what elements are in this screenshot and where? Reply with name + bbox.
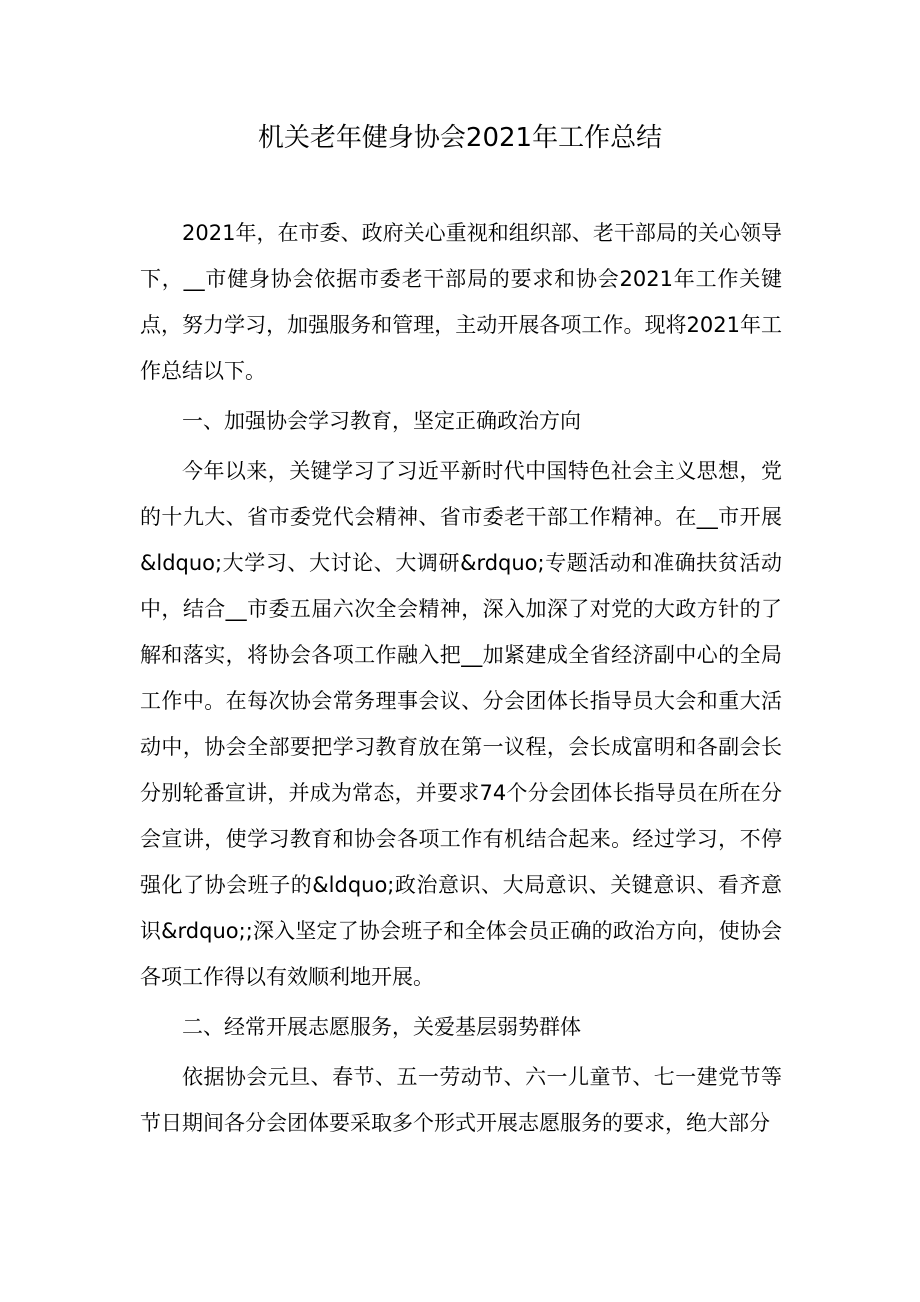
document-title: 机关老年健身协会2021年工作总结 [257, 123, 663, 153]
intro-paragraph: 2021年，在市委、政府关心重视和组织部、老干部局的关心领导下，__市健身协会依据市委老干部局的要求和协会2021年工作关键点，努力学习，加强服务和管理，主动开展各项工作。现将2021年工作总结以下。 [140, 221, 782, 383]
section-heading-2: 二、经常开展志愿服务，关爱基层弱势群体 [182, 1015, 581, 1039]
section-heading-1: 一、加强协会学习教育，坚定正确政治方向 [182, 409, 581, 433]
document-body [140, 210, 782, 1150]
section-2-paragraph: 依据协会元旦、春节、五一劳动节、六一儿童节、七一建党节等节日期间各分会团体要采取多个形式开展志愿服务的要求，绝大部分 [140, 1065, 782, 1135]
section-1-paragraph: 今年以来，关键学习了习近平新时代中国特色社会主义思想，党的十九大、省市委党代会精神、省市委老干部工作精神。在__市开展&ldquo;大学习、大讨论、大调研&rdquo;专题活动和准确扶贫活动中，结合__市委五届六次全会精神，深入加深了对党的大政方针的了解和落实，将协会各项工作融入把__加紧建成全省经济副中心的全局工作中。在每次协会常务理事会议、分会团体长指导员大会和重大活动中，协会全部要把学习教育放在第一议程，会长成富明和各副会长分别轮番宣讲，并成为常态，并要求74个分会团体长指导员在所在分会宣讲，使学习教育和协会各项工作有机结合起来。经过学习，不停强化了协会班子的&ldquo;政治意识、大局意识、关键意识、看齐意识&rdquo;;深入坚定了协会班子和全体会员正确的政治方向，使协会各项工作得以有效顺利地开展。 [140, 459, 782, 989]
